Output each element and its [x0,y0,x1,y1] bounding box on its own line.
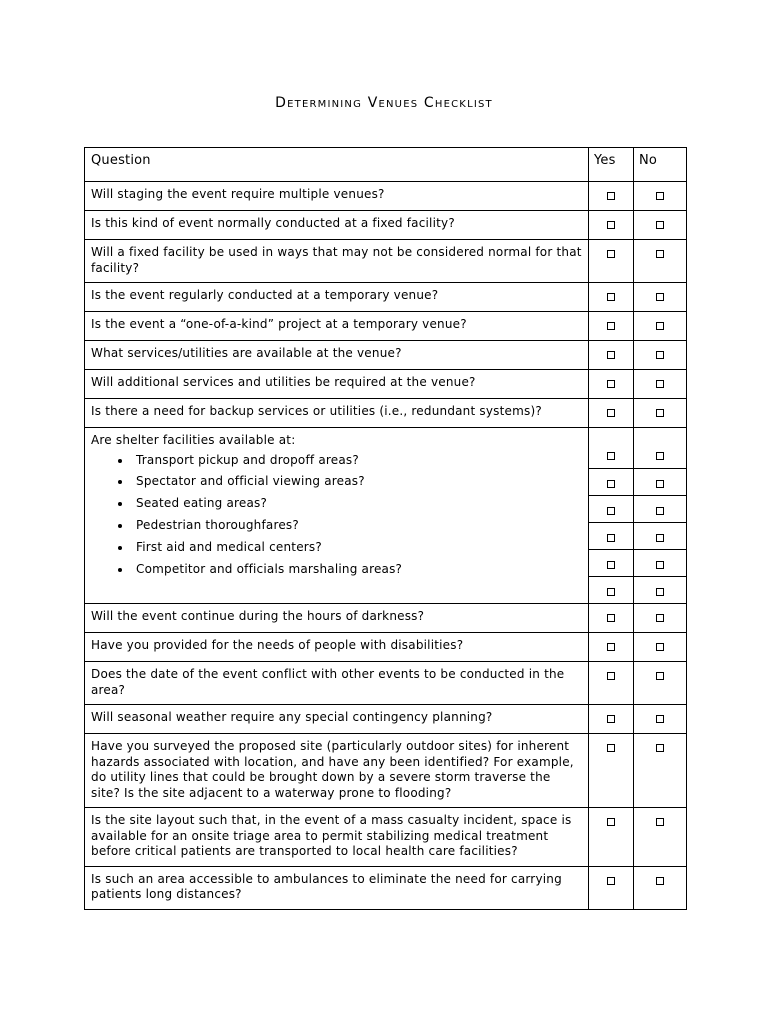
question-text: Are shelter facilities available at: [91,433,296,447]
question-text: Will a fixed facility be used in ways that may not be considered normal for that facility? [85,240,589,283]
table-row [85,283,687,312]
question-text: Is there a need for backup services or utilities (i.e., redundant systems)? [85,399,589,428]
no-checkbox[interactable] [656,818,664,826]
yes-checkbox[interactable] [607,643,615,651]
shelter-no-column [634,428,687,604]
no-checkbox[interactable] [656,293,664,301]
no-checkbox[interactable] [656,744,664,752]
question-text: Is the event a “one-of-a-kind” project at a temporary venue? [85,312,589,341]
yes-checkbox[interactable] [607,534,615,542]
yes-checkbox[interactable] [607,744,615,752]
yes-checkbox[interactable] [607,672,615,680]
table-row [85,662,687,705]
yes-checkbox[interactable] [607,322,615,330]
yes-checkbox[interactable] [607,507,615,515]
shelter-yes-column [589,428,634,604]
question-text: Will the event continue during the hours of darkness? [85,604,589,633]
question-text: Will additional services and utilities be required at the venue? [85,370,589,399]
list-item: • Transport pickup and dropoff areas? [132,453,582,469]
yes-checkbox[interactable] [607,480,615,488]
table-row [85,866,687,909]
yes-checkbox[interactable] [607,715,615,723]
header-no: No [634,148,687,182]
shelter-question [85,428,589,604]
table-row [85,182,687,211]
no-checkbox[interactable] [656,534,664,542]
question-text: Is the event regularly conducted at a temporary venue? [85,283,589,312]
no-checkbox[interactable] [656,507,664,515]
table-row [85,341,687,370]
yes-checkbox[interactable] [607,561,615,569]
yes-checkbox[interactable] [607,614,615,622]
list-item: • Seated eating areas? [132,496,582,512]
question-text: What services/utilities are available at the venue? [85,341,589,370]
no-checkbox[interactable] [656,715,664,723]
yes-checkbox[interactable] [607,877,615,885]
yes-checkbox[interactable] [607,250,615,258]
table-row-shelter [85,428,687,604]
checklist-table [84,147,687,910]
question-text: Is this kind of event normally conducted at a fixed facility? [85,211,589,240]
list-item: • First aid and medical centers? [132,540,582,556]
table-row [85,240,687,283]
no-checkbox[interactable] [656,409,664,417]
yes-checkbox[interactable] [607,192,615,200]
question-text: Does the date of the event conflict with other events to be conducted in the area? [85,662,589,705]
question-text: Will staging the event require multiple venues? [85,182,589,211]
table-row [85,808,687,867]
header-yes: Yes [589,148,634,182]
no-checkbox[interactable] [656,452,664,460]
no-checkbox[interactable] [656,380,664,388]
yes-checkbox[interactable] [607,452,615,460]
table-row [85,604,687,633]
question-text: Have you surveyed the proposed site (particularly outdoor sites) for inherent hazards associated with location, and have any been identified? For example, do utility lines that could be brought down by a severe storm traverse the site? Is the site adjacent to a waterway prone to flooding? [85,734,589,808]
list-item: • Spectator and official viewing areas? [132,474,582,490]
list-item: • Competitor and officials marshaling areas? [132,562,582,578]
table-row [85,312,687,341]
no-checkbox[interactable] [656,480,664,488]
no-checkbox[interactable] [656,877,664,885]
no-checkbox[interactable] [656,250,664,258]
header-question: Question [85,148,589,182]
yes-checkbox[interactable] [607,588,615,596]
table-row [85,370,687,399]
page-title: Determining Venues Checklist [275,95,493,111]
no-checkbox[interactable] [656,643,664,651]
list-item: • Pedestrian thoroughfares? [132,518,582,534]
no-checkbox[interactable] [656,614,664,622]
table-row [85,705,687,734]
table-row [85,399,687,428]
no-checkbox[interactable] [656,192,664,200]
question-text: Have you provided for the needs of people with disabilities? [85,633,589,662]
yes-checkbox[interactable] [607,380,615,388]
question-text: Is such an area accessible to ambulances to eliminate the need for carrying patients long distances? [85,866,589,909]
table-row [85,633,687,662]
yes-checkbox[interactable] [607,293,615,301]
question-text: Will seasonal weather require any special contingency planning? [85,705,589,734]
no-checkbox[interactable] [656,561,664,569]
table-header-row [85,148,687,182]
yes-checkbox[interactable] [607,409,615,417]
no-checkbox[interactable] [656,322,664,330]
no-checkbox[interactable] [656,588,664,596]
yes-checkbox[interactable] [607,818,615,826]
yes-checkbox[interactable] [607,351,615,359]
yes-checkbox[interactable] [607,221,615,229]
shelter-list [91,453,582,578]
no-checkbox[interactable] [656,672,664,680]
table-row [85,211,687,240]
no-checkbox[interactable] [656,351,664,359]
table-row [85,734,687,808]
no-checkbox[interactable] [656,221,664,229]
question-text: Is the site layout such that, in the event of a mass casualty incident, space is available for an onsite triage area to permit stabilizing medical treatment before critical patients are transported to local health care facilities? [85,808,589,867]
